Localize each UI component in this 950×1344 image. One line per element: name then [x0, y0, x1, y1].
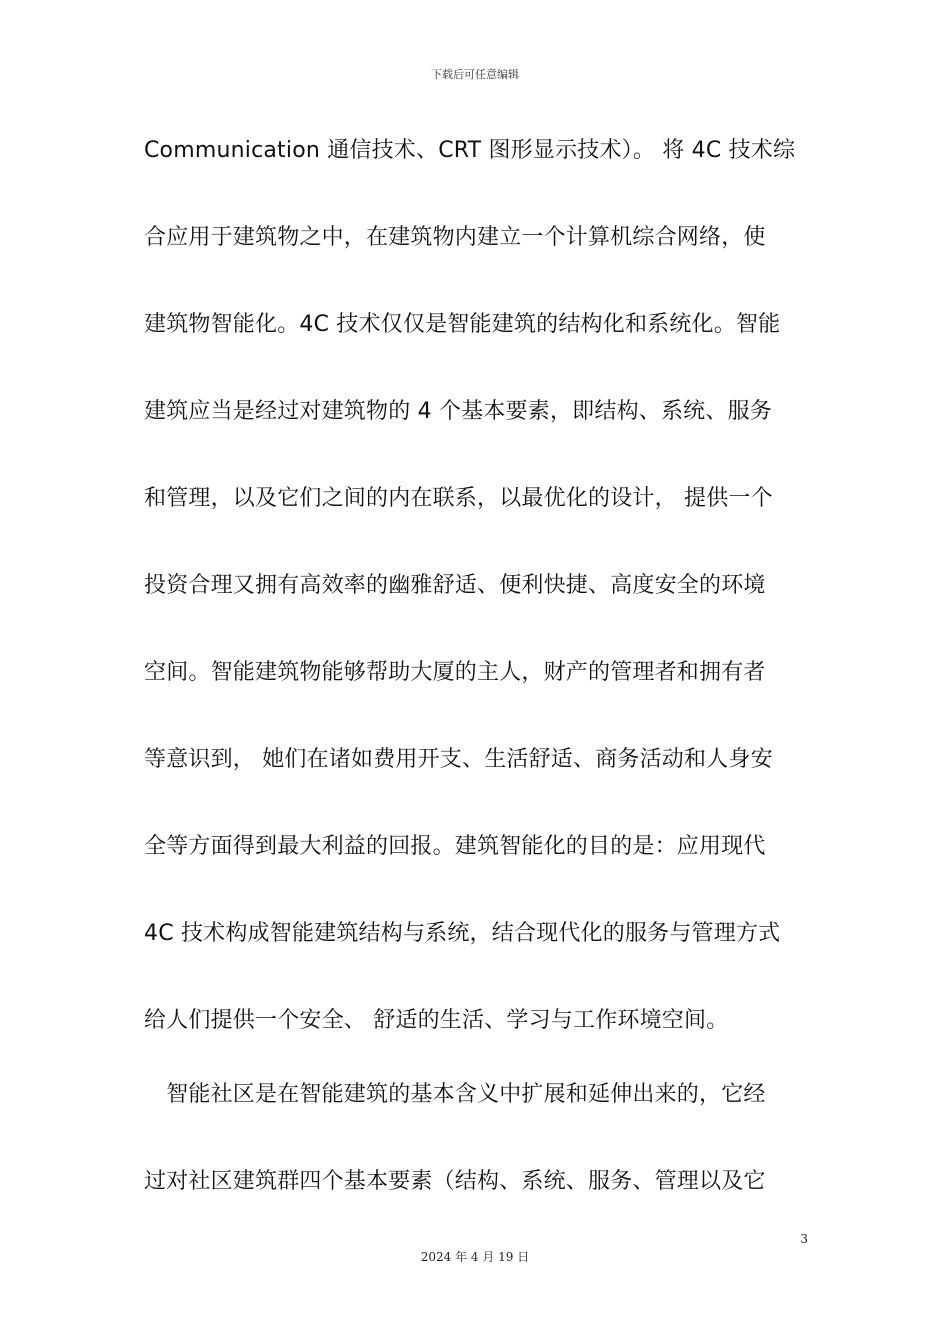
footer-date: 2024 年 4 月 19 日 — [420, 1250, 530, 1264]
text-line-4: 建筑应当是经过对建筑物的 4 个基本要素，即结构、系统、服务 — [144, 399, 772, 424]
text-line-2: 合应用于建筑物之中，在建筑物内建立一个计算机综合网络，使 — [144, 225, 766, 250]
text-line-3: 建筑物智能化。4C 技术仅仅是智能建筑的结构化和系统化。智能 — [144, 312, 781, 337]
text-line-13: 过对社区建筑群四个基本要素（结构、系统、服务、管理以及它 — [144, 1169, 766, 1194]
page-header: 下载后可任意编辑 — [431, 68, 519, 81]
text-line-9: 全等方面得到最大利益的回报。建筑智能化的目的是：应用现代 — [144, 834, 766, 859]
text-line-12: 智能社区是在智能建筑的基本含义中扩展和延伸出来的，它经 — [144, 1082, 766, 1107]
text-line-10: 4C 技术构成智能建筑结构与系统，结合现代化的服务与管理方式 — [144, 921, 781, 946]
text-line-11: 给人们提供一个安全、 舒适的生活、学习与工作环境空间。 — [144, 1008, 729, 1033]
text-line-6: 投资合理又拥有高效率的幽雅舒适、便利快捷、高度安全的环境 — [144, 573, 766, 598]
text-line-7: 空间。智能建筑物能够帮助大厦的主人，财产的管理者和拥有者 — [144, 660, 766, 685]
text-line-5: 和管理，以及它们之间的内在联系，以最优化的设计， 提供一个 — [144, 486, 773, 511]
page-number: 3 — [800, 1232, 808, 1246]
text-line-1: Communication 通信技术、CRT 图形显示技术）。 将 4C 技术综 — [144, 138, 796, 163]
text-line-8: 等意识到， 她们在诸如费用开支、生活舒适、商务活动和人身安 — [144, 747, 773, 772]
